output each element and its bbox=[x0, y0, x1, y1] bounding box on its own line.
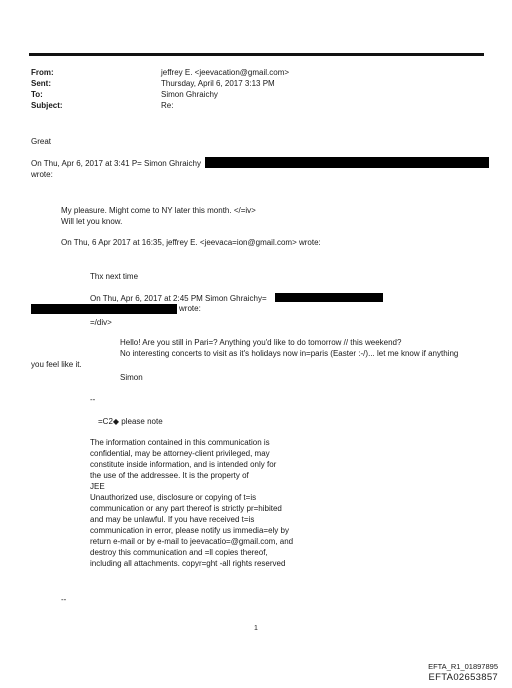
disclaimer-line: constitute inside information, and is intended only for bbox=[90, 460, 277, 469]
redaction-bar bbox=[31, 304, 177, 314]
message-line3: you feel like it. bbox=[31, 360, 82, 369]
separator-dashes: -- bbox=[90, 395, 96, 404]
disclaimer-line: destroy this communication and =ll copies thereof, bbox=[90, 548, 268, 557]
quote1-line2: wrote: bbox=[31, 170, 53, 179]
separator-dashes: -- bbox=[61, 595, 67, 604]
reply1-line1: My pleasure. Might come to NY later this month. </=iv> bbox=[61, 206, 256, 215]
quote3-line1: On Thu, Apr 6, 2017 at 2:45 PM Simon Ghraichy= bbox=[90, 294, 267, 303]
redaction-bar bbox=[205, 157, 489, 168]
disclaimer-line: return e-mail or by e-mail to jeevacatio=@gmail.com, and bbox=[90, 537, 294, 546]
disclaimer-line: including all attachments. copyr=ght -all rights reserved bbox=[90, 559, 286, 568]
disclaimer-line: JEE bbox=[90, 482, 105, 491]
quote2: On Thu, 6 Apr 2017 at 16:35, jeffrey E. <jeevaca=ion@gmail.com> wrote: bbox=[61, 238, 321, 247]
bates-stamp-secondary: EFTA02653857 bbox=[428, 672, 498, 683]
subject-value: Re: bbox=[161, 101, 174, 110]
div-close: =/div> bbox=[90, 318, 112, 327]
message-line1: Hello! Are you still in Pari=? Anything you'd like to do tomorrow // this weekend? bbox=[120, 338, 402, 347]
please-note: =C2◆ please note bbox=[98, 417, 163, 426]
reply2: Thx next time bbox=[90, 272, 139, 281]
from-value: jeffrey E. <jeevacation@gmail.com> bbox=[161, 68, 290, 77]
greeting: Great bbox=[31, 137, 52, 146]
sent-value: Thursday, April 6, 2017 3:13 PM bbox=[161, 79, 275, 88]
signature: Simon bbox=[120, 373, 143, 382]
from-label: From: bbox=[31, 68, 54, 77]
disclaimer-line: The information contained in this communication is bbox=[90, 438, 270, 447]
disclaimer-line: and may be unlawful. If you have received t=is bbox=[90, 515, 255, 524]
message-line2: No interesting concerts to visit as it's holidays now in=paris (Easter :-/)... let me know if anything bbox=[120, 349, 459, 358]
disclaimer-line: Unauthorized use, disclosure or copying of t=is bbox=[90, 493, 257, 502]
reply1-line2: Will let you know. bbox=[61, 217, 123, 226]
disclaimer-line: communication or any part thereof is strictly pr=hibited bbox=[90, 504, 282, 513]
disclaimer-line: confidential, may be attorney-client privileged, may bbox=[90, 449, 270, 458]
redaction-bar bbox=[275, 293, 383, 302]
quote3-wrote: wrote: bbox=[179, 304, 201, 313]
sent-label: Sent: bbox=[31, 79, 51, 88]
header-rule bbox=[29, 53, 484, 56]
disclaimer-line: communication in error, please notify us immedia=ely by bbox=[90, 526, 289, 535]
subject-label: Subject: bbox=[31, 101, 63, 110]
quote1-line1: On Thu, Apr 6, 2017 at 3:41 P= Simon Ghraichy bbox=[31, 159, 201, 168]
disclaimer-line: the use of the addressee. It is the property of bbox=[90, 471, 249, 480]
to-label: To: bbox=[31, 90, 43, 99]
to-value: Simon Ghraichy bbox=[161, 90, 218, 99]
page-number: 1 bbox=[254, 625, 258, 632]
bates-stamp-primary: EFTA_R1_01897895 bbox=[428, 662, 498, 671]
